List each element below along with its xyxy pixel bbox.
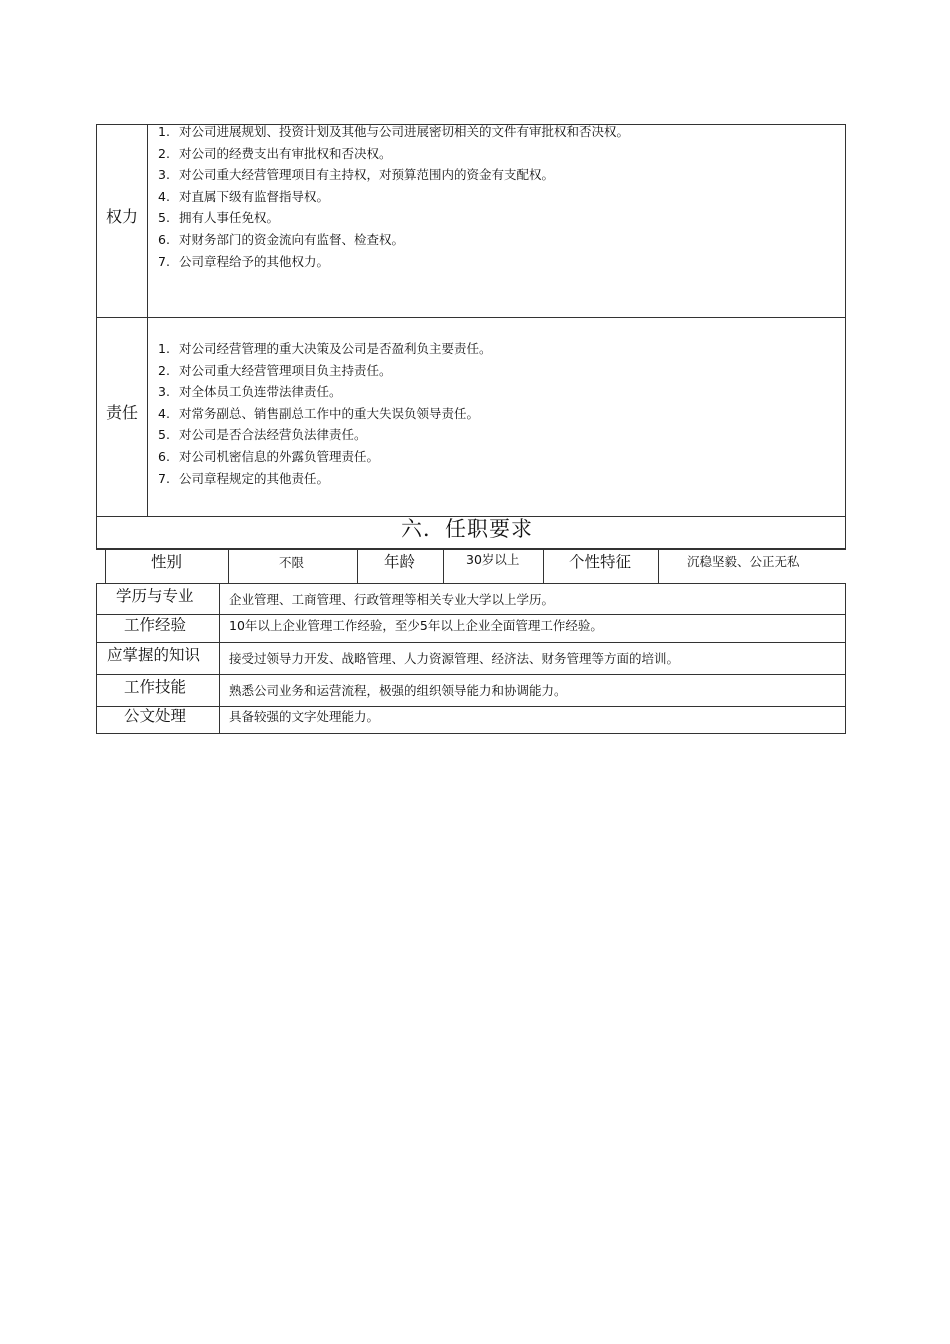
attributes-divider-1 xyxy=(228,549,229,583)
list-item xyxy=(158,446,492,468)
item-text: 对公司重大经营管理项目有主持权，对预算范围内的资金有支配权。 xyxy=(179,167,555,183)
item-number: 4. xyxy=(158,405,170,421)
item-number: 1. xyxy=(158,124,170,139)
item-number: 5. xyxy=(158,210,170,226)
attributes-divider-3 xyxy=(443,549,444,583)
list-item xyxy=(158,251,629,273)
item-number: 6. xyxy=(158,231,170,247)
requirements-row-divider xyxy=(96,614,846,615)
requirements-row-divider xyxy=(96,674,846,675)
personality-value: 沉稳坚毅、公正无私 xyxy=(687,554,800,569)
powers-list xyxy=(158,121,629,272)
item-number: 6. xyxy=(158,448,170,464)
item-text: 对公司机密信息的外露负管理责任。 xyxy=(179,448,380,464)
education-label: 学历与专业 xyxy=(116,587,194,605)
list-item xyxy=(158,338,492,360)
personality-label: 个性特征 xyxy=(569,553,632,571)
list-item xyxy=(158,424,492,446)
experience-value: 10年以上企业管理工作经验，至少5年以上企业全面管理工作经验。 xyxy=(229,618,603,633)
section-title: 六．任职要求 xyxy=(401,517,533,541)
item-text: 对财务部门的资金流向有监督、检查权。 xyxy=(179,231,405,247)
item-text: 公司章程规定的其他责任。 xyxy=(179,470,330,486)
knowledge-value: 接受过领导力开发、战略管理、人力资源管理、经济法、财务管理等方面的培训。 xyxy=(229,651,680,666)
list-item xyxy=(158,207,629,229)
powers-label: 权力 xyxy=(106,207,139,226)
list-item xyxy=(158,143,629,165)
item-number: 3. xyxy=(158,167,170,183)
item-text: 对公司的经费支出有审批权和否决权。 xyxy=(179,145,392,161)
attributes-row-top xyxy=(96,549,846,550)
age-label: 年龄 xyxy=(384,553,416,571)
education-value: 企业管理、工商管理、行政管理等相关专业大学以上学历。 xyxy=(229,592,555,607)
attributes-divider-5 xyxy=(658,549,659,583)
requirements-row-divider xyxy=(96,706,846,707)
list-item xyxy=(158,229,629,251)
list-item xyxy=(158,186,629,208)
item-text: 对公司是否合法经营负法律责任。 xyxy=(179,427,367,443)
skills-value: 熟悉公司业务和运营流程，极强的组织领导能力和协调能力。 xyxy=(229,683,567,698)
documents-value: 具备较强的文字处理能力。 xyxy=(229,709,380,724)
requirements-label-divider xyxy=(219,583,220,734)
attributes-divider-2 xyxy=(357,549,358,583)
item-text: 公司章程给予的其他权力。 xyxy=(179,253,330,269)
experience-label: 工作经验 xyxy=(124,616,187,634)
item-text: 对常务副总、销售副总工作中的重大失误负领导责任。 xyxy=(179,405,480,421)
item-text: 对公司重大经营管理项目负主持责任。 xyxy=(179,362,392,378)
powers-row-divider xyxy=(96,317,846,318)
attributes-divider-4 xyxy=(543,549,544,583)
item-text: 对直属下级有监督指导权。 xyxy=(179,188,330,204)
knowledge-label: 应掌握的知识 xyxy=(107,646,201,664)
item-text: 对公司进展规划、投资计划及其他与公司进展密切相关的文件有审批权和否决权。 xyxy=(179,124,630,139)
list-item xyxy=(158,121,629,143)
list-item xyxy=(158,381,492,403)
label-column-divider xyxy=(147,124,148,517)
item-number: 1. xyxy=(158,341,170,356)
item-text: 对全体员工负连带法律责任。 xyxy=(179,384,342,400)
item-number: 4. xyxy=(158,188,170,204)
item-number: 3. xyxy=(158,384,170,400)
item-text: 对公司经营管理的重大决策及公司是否盈利负主要责任。 xyxy=(179,341,492,356)
documents-label: 公文处理 xyxy=(124,707,187,725)
item-text: 拥有人事任免权。 xyxy=(179,210,280,226)
item-number: 7. xyxy=(158,470,170,486)
list-item xyxy=(158,468,492,490)
item-number: 5. xyxy=(158,427,170,443)
list-item xyxy=(158,403,492,425)
item-number: 2. xyxy=(158,145,170,161)
list-item xyxy=(158,360,492,382)
responsibilities-label: 责任 xyxy=(106,403,139,422)
gender-label: 性别 xyxy=(151,553,183,571)
list-item xyxy=(158,164,629,186)
responsibilities-list xyxy=(158,338,492,489)
attributes-left-border xyxy=(105,549,106,583)
item-number: 2. xyxy=(158,362,170,378)
item-number: 7. xyxy=(158,253,170,269)
requirements-row-divider xyxy=(96,642,846,643)
gender-value: 不限 xyxy=(279,555,305,570)
skills-label: 工作技能 xyxy=(124,678,187,696)
age-value: 30岁以上 xyxy=(466,552,520,567)
